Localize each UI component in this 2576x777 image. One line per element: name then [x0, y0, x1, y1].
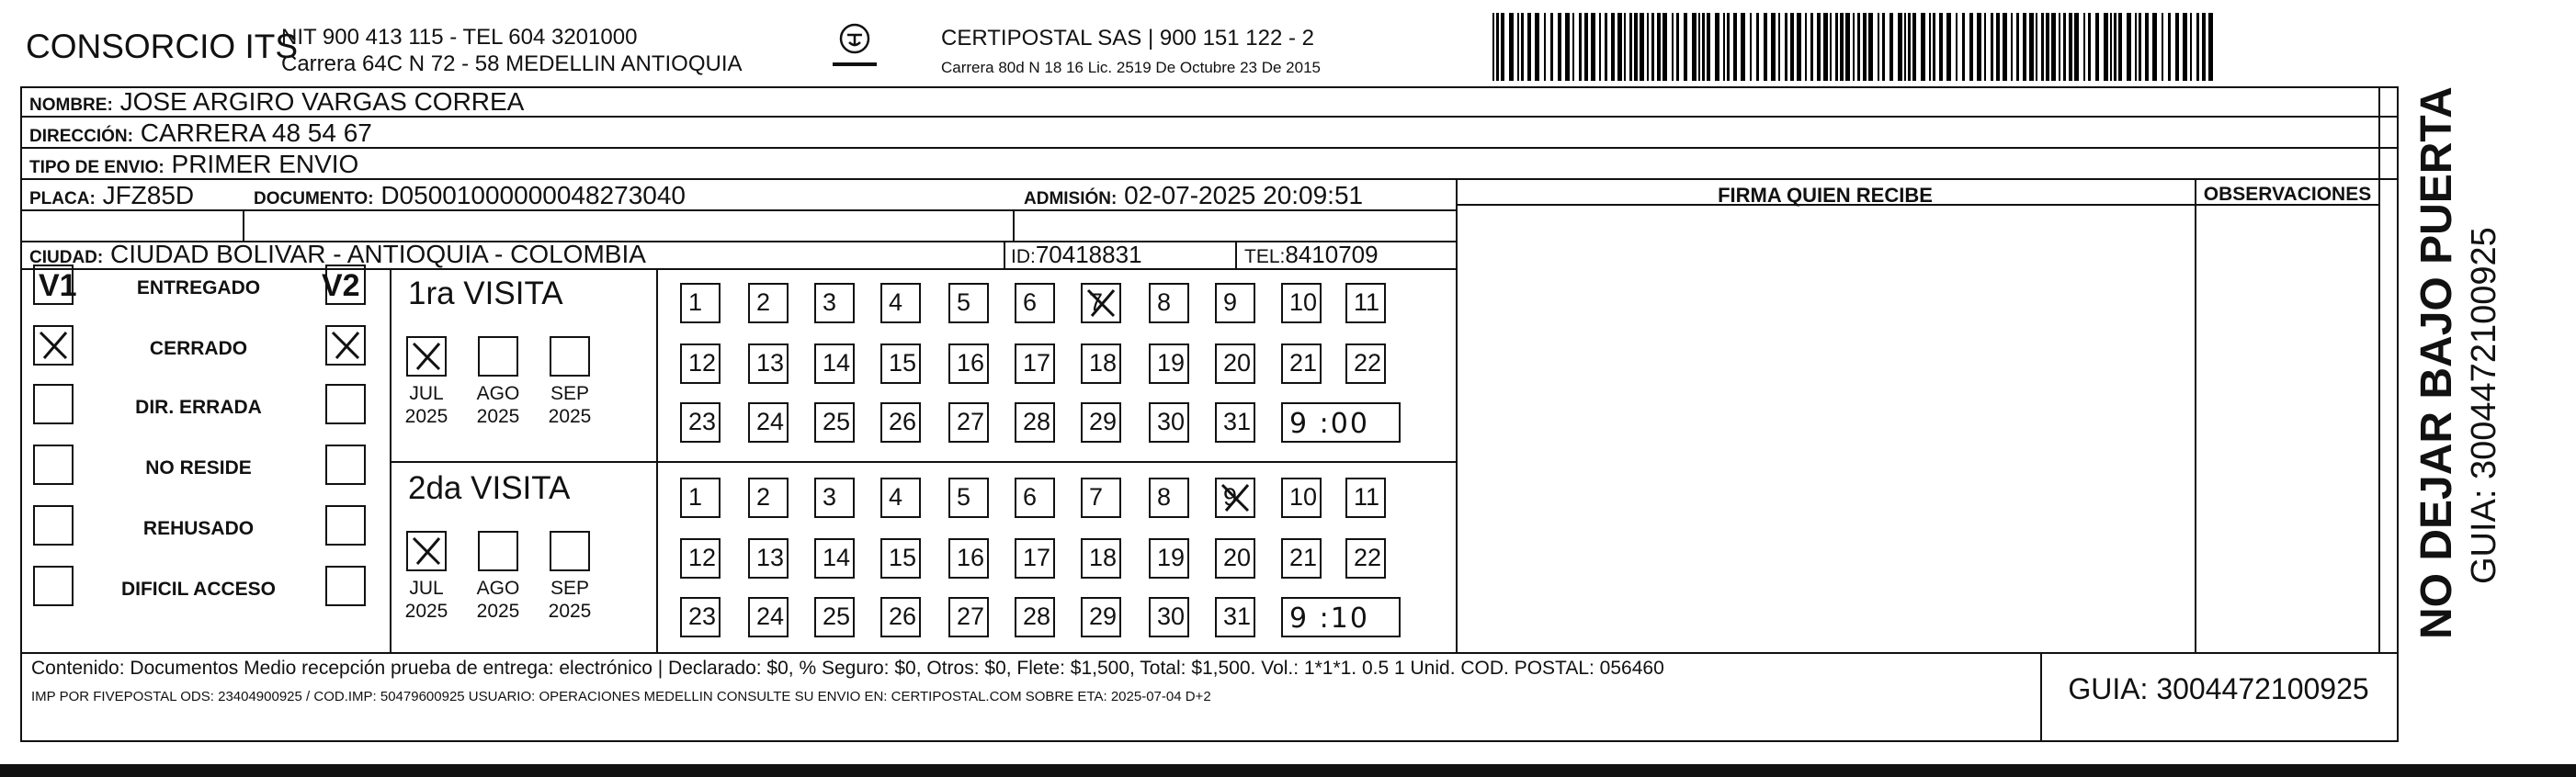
day-box[interactable]: 27 — [948, 597, 989, 637]
v2-checkbox[interactable] — [325, 505, 366, 546]
month-name: AGO — [476, 383, 520, 404]
barcode-bar — [1857, 13, 1860, 81]
day-box[interactable]: 3 — [814, 283, 855, 323]
day-box[interactable]: 15 — [880, 343, 921, 384]
carrier-address: Carrera 80d N 18 16 Lic. 2519 De Octubre 23 De 2015 — [941, 59, 1321, 76]
tel-row — [1244, 241, 1379, 269]
barcode-bar — [1889, 13, 1893, 81]
barcode-bar — [2029, 13, 2034, 81]
imp-line: IMP POR FIVEPOSTAL ODS: 23404900925 / COD.IMP: 50479600925 USUARIO: OPERACIONES MEDELLIN CONSULTE SU ENVIO EN: CERTIPOSTAL.COM SOBRE ETA: 2025-07-04 D+2 — [31, 689, 1211, 704]
barcode-bar — [1962, 13, 1965, 81]
day-mark — [1217, 479, 1254, 516]
company-name: CONSORCIO ITS — [26, 28, 299, 65]
barcode-bar — [1617, 13, 1622, 81]
barcode-bar — [2088, 13, 2091, 81]
day-box[interactable]: 17 — [1015, 538, 1055, 579]
barcode-bar — [1492, 13, 1494, 81]
ciudad-label: CIUDAD: — [29, 248, 104, 267]
month-label — [401, 577, 452, 623]
direccion-label: DIRECCIÓN: — [29, 127, 133, 146]
day-box[interactable]: 15 — [880, 538, 921, 579]
barcode-bar — [2083, 13, 2085, 81]
v2-checkbox[interactable] — [325, 445, 366, 485]
v1-checkbox[interactable] — [33, 445, 74, 485]
barcode-bar — [2059, 13, 2060, 81]
direccion-row — [29, 118, 372, 148]
day-box[interactable]: 23 — [680, 597, 721, 637]
barcode-bar — [1521, 13, 1524, 81]
day-box[interactable]: 25 — [814, 597, 855, 637]
admision-value: 02-07-2025 20:09:51 — [1124, 181, 1364, 209]
barcode-bar — [1662, 13, 1667, 81]
company-address: Carrera 64C N 72 - 58 MEDELLIN ANTIOQUIA — [281, 51, 743, 76]
contenido-line: Contenido: Documentos Medio recepción prueba de entrega: electrónico | Declarado: $0, % Seguro: $0, Otros: $0, Flete: $1,500, Total: $1,500. Vol.: 1*1*1. 0.5 1 Unid. COD. POSTAL: 056460 — [31, 658, 1664, 679]
barcode-bar — [2074, 13, 2079, 81]
carrier-info — [941, 24, 1321, 83]
id-value: 70418831 — [1035, 241, 1142, 268]
day-box[interactable]: 6 — [1015, 478, 1055, 518]
barcode-bar — [1756, 13, 1759, 81]
barcode-bar — [1823, 13, 1828, 81]
day-box[interactable]: 31 — [1215, 402, 1255, 443]
barcode-bar — [1835, 13, 1838, 81]
day-box[interactable]: 19 — [1149, 538, 1189, 579]
month-label — [544, 382, 596, 428]
nit-line: NIT 900 413 115 - TEL 604 3201000 — [281, 25, 638, 50]
barcode-bar — [1977, 13, 1981, 81]
status-label: CERRADO — [149, 338, 248, 359]
day-box[interactable]: 3 — [814, 478, 855, 518]
day-box[interactable]: 13 — [748, 538, 789, 579]
ciudad-value: CIUDAD BOLIVAR - ANTIOQUIA - COLOMBIA — [110, 240, 646, 268]
day-box[interactable]: 28 — [1015, 402, 1055, 443]
barcode-bar — [1702, 13, 1705, 81]
day-box[interactable]: 9 — [1215, 478, 1255, 518]
barcode-bar — [2127, 13, 2131, 81]
barcode-bar — [1591, 13, 1595, 81]
day-box[interactable]: 13 — [748, 343, 789, 384]
barcode-bar — [1868, 13, 1873, 81]
barcode-bar — [2152, 13, 2157, 81]
barcode-bar — [1810, 13, 1813, 81]
barcode-bar — [1969, 13, 1973, 81]
month-year: 2025 — [476, 406, 520, 427]
day-box[interactable]: 8 — [1149, 283, 1189, 323]
barcode-bar — [1741, 13, 1745, 81]
month-name: SEP — [550, 383, 590, 404]
barcode-bar — [1579, 13, 1582, 81]
day-box[interactable]: 18 — [1081, 343, 1121, 384]
barcode-bar — [2202, 13, 2206, 81]
barcode-bar — [2190, 13, 2192, 81]
day-box[interactable]: 18 — [1081, 538, 1121, 579]
barcode-bar — [1733, 13, 1737, 81]
side-guia: GUIA: 3004472100925 — [2465, 227, 2503, 584]
barcode-bar — [2036, 13, 2037, 81]
documento-label: DOCUMENTO: — [254, 189, 374, 208]
month-name: AGO — [476, 578, 520, 599]
barcode-bar — [1676, 13, 1679, 81]
barcode-bar — [1840, 13, 1844, 81]
month-year: 2025 — [548, 601, 592, 622]
barcode-bar — [1634, 13, 1638, 81]
v2-checkbox[interactable] — [325, 325, 366, 366]
handwritten-time: 9 :00 — [1281, 402, 1401, 443]
day-box[interactable]: 30 — [1149, 597, 1189, 637]
placa-row — [29, 181, 194, 210]
footer-guia: GUIA: 3004472100925 — [2068, 672, 2369, 705]
barcode-bar — [1544, 13, 1546, 81]
barcode-bar — [1727, 13, 1730, 81]
firma-header: FIRMA QUIEN RECIBE — [1718, 184, 1933, 207]
barcode-bar — [1790, 13, 1794, 81]
barcode-bar — [1698, 13, 1700, 81]
barcode-bar — [1778, 13, 1780, 81]
barcode-bar — [2003, 13, 2007, 81]
documento-row — [254, 181, 686, 210]
day-box[interactable]: 1 — [680, 478, 721, 518]
barcode-bar — [1845, 13, 1850, 81]
barcode-bar — [1715, 13, 1719, 81]
barcode-bar — [1991, 13, 1993, 81]
status-label: DIFICIL ACCESO — [120, 579, 276, 600]
month-name: JUL — [409, 578, 444, 599]
day-box[interactable]: 9 — [1215, 283, 1255, 323]
barcode-bar — [1933, 13, 1935, 81]
barcode-bar — [1647, 13, 1649, 81]
barcode-bar — [2114, 13, 2116, 81]
no-dejar-bajo-puerta: NO DEJAR BAJO PUERTA — [2412, 86, 2461, 639]
v1-checkbox[interactable] — [33, 566, 74, 606]
barcode-bar — [2051, 13, 2056, 81]
month-name: SEP — [550, 578, 590, 599]
barcode-bar — [2168, 13, 2171, 81]
barcode-bar — [1830, 13, 1832, 81]
barcode-bar — [1572, 13, 1574, 81]
barcode-bar — [1657, 13, 1661, 81]
barcode-bar — [2069, 13, 2072, 81]
bottom-bar — [0, 764, 2576, 777]
barcode-bar — [1764, 13, 1767, 81]
day-box[interactable]: 29 — [1081, 402, 1121, 443]
day-box[interactable]: 26 — [880, 402, 921, 443]
month-checkbox[interactable] — [406, 336, 447, 377]
v2-label: V2 — [322, 268, 360, 303]
v1-checkbox[interactable] — [33, 325, 74, 366]
barcode-bar — [2046, 13, 2049, 81]
barcode-bar — [1558, 13, 1561, 81]
day-mark — [1083, 285, 1119, 321]
id-row — [1011, 241, 1142, 269]
barcode-bar — [1817, 13, 1821, 81]
direccion-value: CARRERA 48 54 67 — [140, 118, 372, 147]
day-box[interactable]: 4 — [880, 283, 921, 323]
barcode-bar — [1651, 13, 1654, 81]
barcode-bar — [1904, 13, 1906, 81]
day-box[interactable]: 29 — [1081, 597, 1121, 637]
day-box[interactable]: 30 — [1149, 402, 1189, 443]
v1-checkbox[interactable] — [33, 384, 74, 424]
barcode-bar — [1853, 13, 1855, 81]
day-box[interactable]: 21 — [1281, 538, 1322, 579]
day-box[interactable]: 16 — [948, 538, 989, 579]
day-box[interactable]: 11 — [1345, 283, 1386, 323]
delivery-form — [20, 86, 2503, 742]
barcode-bar — [2095, 13, 2099, 81]
barcode-bar — [1929, 13, 1931, 81]
day-box[interactable]: 22 — [1345, 343, 1386, 384]
day-box[interactable]: 7 — [1081, 478, 1121, 518]
barcode-bar — [2183, 13, 2187, 81]
barcode-bar — [1939, 13, 1943, 81]
month-label — [401, 382, 452, 428]
day-box[interactable]: 2 — [748, 478, 789, 518]
barcode-bar — [1517, 13, 1519, 81]
barcode-bar — [1599, 13, 1601, 81]
barcode-bar — [1692, 13, 1697, 81]
barcode-bar — [1863, 13, 1867, 81]
v2-checkbox[interactable] — [325, 384, 366, 424]
barcode-bar — [2023, 13, 2026, 81]
month-checkbox[interactable] — [550, 336, 590, 377]
day-box[interactable]: 11 — [1345, 478, 1386, 518]
day-box[interactable]: 5 — [948, 478, 989, 518]
day-box[interactable]: 12 — [680, 538, 721, 579]
barcode-bar — [1956, 13, 1958, 81]
v1-label: V1 — [39, 268, 77, 303]
barcode-bar — [1550, 13, 1553, 81]
barcode — [1491, 13, 2217, 81]
barcode-bar — [2139, 13, 2141, 81]
visit-title: 1ra VISITA — [408, 276, 563, 311]
barcode-bar — [1878, 13, 1879, 81]
status-label: DIR. ERRADA — [135, 397, 262, 418]
day-box[interactable]: 27 — [948, 402, 989, 443]
barcode-bar — [1605, 13, 1607, 81]
barcode-bar — [1584, 13, 1588, 81]
month-checkbox[interactable] — [550, 531, 590, 571]
barcode-bar — [1771, 13, 1776, 81]
month-label — [544, 577, 596, 623]
carrier-name: CERTIPOSTAL SAS | 900 151 122 - 2 — [941, 26, 1314, 51]
nombre-value: JOSE ARGIRO VARGAS CORREA — [119, 87, 525, 116]
day-box[interactable]: 25 — [814, 402, 855, 443]
barcode-bar — [2104, 13, 2108, 81]
barcode-bar — [1946, 13, 1951, 81]
day-box[interactable]: 14 — [814, 538, 855, 579]
v1-checkbox[interactable] — [33, 505, 74, 546]
status-label: ENTREGADO — [136, 277, 261, 298]
month-name: JUL — [409, 383, 444, 404]
barcode-bar — [2110, 13, 2112, 81]
day-box[interactable]: 4 — [880, 478, 921, 518]
visit-title: 2da VISITA — [408, 470, 571, 506]
barcode-bar — [1509, 13, 1514, 81]
barcode-bar — [1723, 13, 1725, 81]
month-year: 2025 — [404, 601, 448, 622]
barcode-bar — [1672, 13, 1674, 81]
day-box[interactable]: 16 — [948, 343, 989, 384]
month-label — [472, 577, 524, 623]
nombre-row — [29, 87, 524, 117]
status-label: NO RESIDE — [145, 457, 252, 479]
tel-label: TEL: — [1244, 246, 1286, 267]
day-box[interactable]: 14 — [814, 343, 855, 384]
barcode-bar — [1797, 13, 1801, 81]
barcode-bar — [1921, 13, 1925, 81]
barcode-bar — [1882, 13, 1885, 81]
barcode-bar — [1684, 13, 1687, 81]
month-checkbox[interactable] — [406, 531, 447, 571]
admision-row — [1024, 181, 1363, 210]
barcode-bar — [1565, 13, 1570, 81]
barcode-bar — [1640, 13, 1644, 81]
day-box[interactable]: 6 — [1015, 283, 1055, 323]
barcode-bar — [1805, 13, 1807, 81]
day-box[interactable]: 10 — [1281, 283, 1322, 323]
barcode-bar — [2175, 13, 2179, 81]
barcode-bar — [2162, 13, 2163, 81]
barcode-bar — [1629, 13, 1632, 81]
barcode-bar — [1527, 13, 1531, 81]
day-box[interactable]: 20 — [1215, 538, 1255, 579]
barcode-bar — [1611, 13, 1615, 81]
tipo-value: PRIMER ENVIO — [171, 150, 359, 178]
day-box[interactable]: 1 — [680, 283, 721, 323]
barcode-bar — [1912, 13, 1916, 81]
month-year: 2025 — [476, 601, 520, 622]
day-box[interactable]: 19 — [1149, 343, 1189, 384]
barcode-bar — [1984, 13, 1986, 81]
day-box[interactable]: 12 — [680, 343, 721, 384]
barcode-bar — [1624, 13, 1626, 81]
barcode-bar — [1898, 13, 1902, 81]
v2-checkbox[interactable] — [325, 566, 366, 606]
day-box[interactable]: 5 — [948, 283, 989, 323]
certipostal-logo — [827, 20, 882, 72]
company-contact — [281, 24, 743, 77]
barcode-bar — [2196, 13, 2199, 81]
month-year: 2025 — [404, 406, 448, 427]
barcode-bar — [1785, 13, 1787, 81]
handwritten-time: 9 :10 — [1281, 597, 1401, 637]
barcode-bar — [2135, 13, 2137, 81]
day-box[interactable]: 31 — [1215, 597, 1255, 637]
month-year: 2025 — [548, 406, 592, 427]
day-box[interactable]: 20 — [1215, 343, 1255, 384]
barcode-bar — [1535, 13, 1539, 81]
barcode-bar — [2208, 13, 2213, 81]
day-box[interactable]: 22 — [1345, 538, 1386, 579]
barcode-bar — [2118, 13, 2122, 81]
day-box[interactable]: 21 — [1281, 343, 1322, 384]
day-box[interactable]: 8 — [1149, 478, 1189, 518]
barcode-bar — [2063, 13, 2066, 81]
status-label: REHUSADO — [142, 518, 255, 539]
barcode-bar — [2016, 13, 2019, 81]
barcode-bar — [2041, 13, 2044, 81]
month-checkbox[interactable] — [478, 336, 518, 377]
day-box[interactable]: 24 — [748, 402, 789, 443]
admision-label: ADMISIÓN: — [1024, 189, 1118, 208]
placa-label: PLACA: — [29, 189, 96, 208]
barcode-bar — [2011, 13, 2013, 81]
barcode-bar — [1908, 13, 1911, 81]
v1-checkbox[interactable] — [33, 265, 74, 305]
barcode-bar — [1750, 13, 1752, 81]
documento-value: D05001000000048273040 — [380, 181, 686, 209]
day-box[interactable]: 24 — [748, 597, 789, 637]
nombre-label: NOMBRE: — [29, 96, 113, 115]
v2-checkbox[interactable] — [325, 265, 366, 305]
month-checkbox[interactable] — [478, 531, 518, 571]
barcode-bar — [1496, 13, 1499, 81]
tipo-row — [29, 150, 358, 179]
day-box[interactable]: 10 — [1281, 478, 1322, 518]
barcode-bar — [1501, 13, 1504, 81]
id-label: ID: — [1011, 246, 1036, 267]
barcode-bar — [2145, 13, 2149, 81]
observaciones-header: OBSERVACIONES — [2203, 184, 2372, 205]
day-box[interactable]: 17 — [1015, 343, 1055, 384]
placa-value: JFZ85D — [102, 181, 195, 209]
barcode-bar — [1996, 13, 2000, 81]
day-box[interactable]: 2 — [748, 283, 789, 323]
tipo-label: TIPO DE ENVIO: — [29, 158, 165, 177]
day-box[interactable]: 23 — [680, 402, 721, 443]
day-box[interactable]: 7 — [1081, 283, 1121, 323]
day-box[interactable]: 28 — [1015, 597, 1055, 637]
day-box[interactable]: 26 — [880, 597, 921, 637]
barcode-bar — [1707, 13, 1710, 81]
month-label — [472, 382, 524, 428]
tel-value: 8410709 — [1285, 241, 1379, 268]
